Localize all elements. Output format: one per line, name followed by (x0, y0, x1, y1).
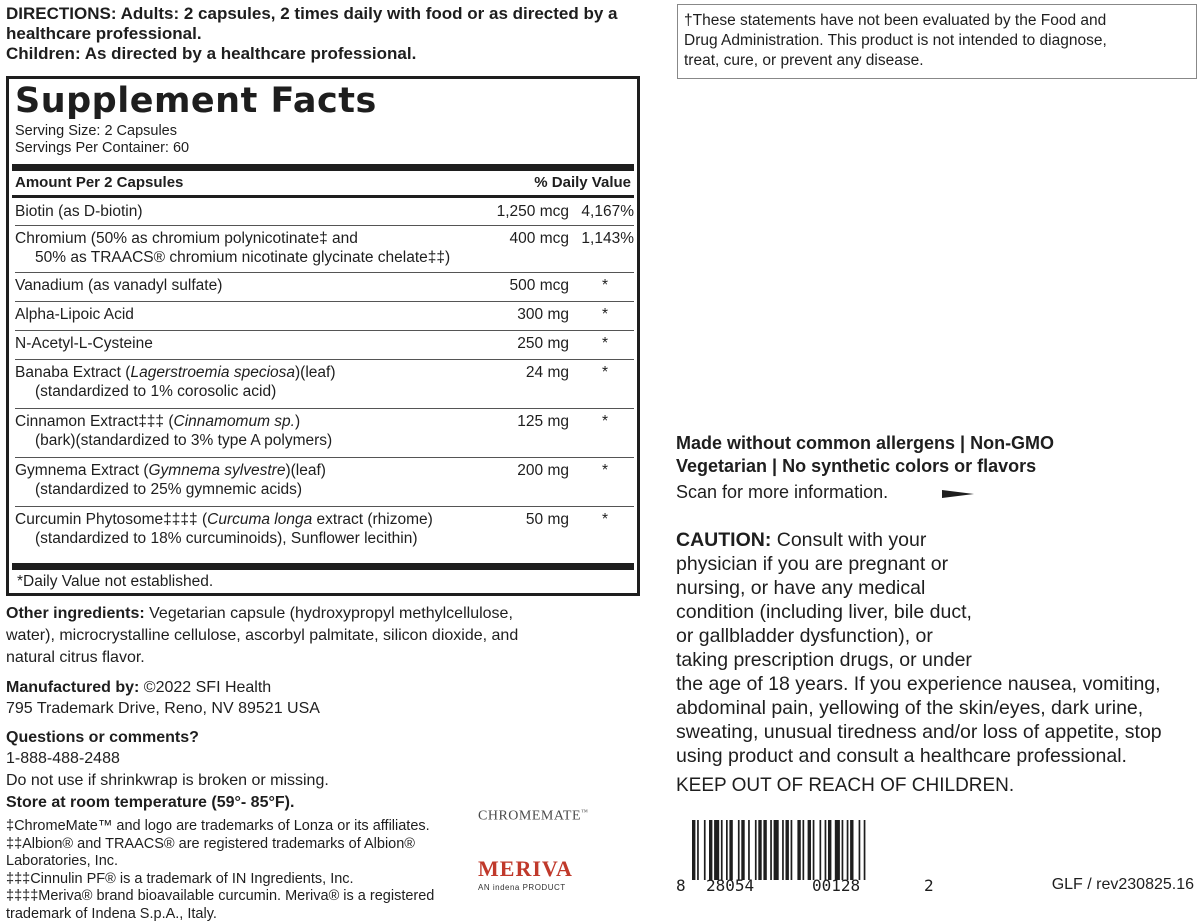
ingredient-name (15, 461, 455, 499)
allergen-line: Vegetarian | No synthetic colors or flavors (676, 455, 1054, 478)
allergen-line: Made without common allergens | Non-GMO (676, 432, 1054, 455)
ingredient-name (15, 510, 455, 548)
caution-line: condition (including liver, bile duct, (676, 600, 1006, 624)
trademark-line: trademark of Indena S.p.A., Italy. (6, 906, 476, 923)
ingredient-dv: * (602, 510, 608, 529)
amount-header: Amount Per 2 Capsules (15, 174, 183, 191)
caution-line: or gallbladder dysfunction), or (676, 624, 1006, 648)
other-ingredients-text: Vegetarian capsule (hydroxypropyl methylcellulose, (145, 605, 513, 622)
ingredient-amount: 200 mg (517, 461, 569, 480)
disclaimer-line: treat, cure, or prevent any disease. (684, 51, 1190, 71)
trademark-line: ‡‡‡Cinnulin PF® is a trademark of IN Ingredients, Inc. (6, 871, 476, 889)
barcode-group: 28054 (706, 876, 754, 895)
ingredient-name-part: Gymnema Extract ( (15, 462, 149, 479)
ingredient-name-part: )(leaf) (295, 364, 335, 381)
ingredient-name-part: extract (rhizome) (312, 511, 433, 528)
caution-line: nursing, or have any medical (676, 576, 1006, 600)
ingredient-name-part: )(leaf) (285, 462, 325, 479)
disclaimer-line: Drug Administration. This product is not intended to diagnose, (684, 31, 1190, 51)
manufacturer-address: 795 Trademark Drive, Reno, NV 89521 USA (6, 700, 320, 717)
ingredient-amount: 250 mg (517, 334, 569, 353)
ingredient-name-part: ) (295, 413, 300, 430)
chromemate-logo-text: CHROMEMATE (478, 809, 581, 824)
facts-row (15, 360, 634, 409)
ingredient-name (15, 412, 455, 450)
ingredient-dv: * (602, 412, 608, 431)
questions-info (6, 727, 646, 769)
caution-line: using product and consult a healthcare professional. (676, 744, 1200, 768)
caution-line: physician if you are pregnant or (676, 552, 1006, 576)
caution-line: sweating, unusual tiredness and/or loss of appetite, stop (676, 720, 1200, 744)
directions-children: Children: As directed by a healthcare professional. (6, 44, 666, 64)
meriva-logo (478, 856, 573, 892)
directions-line: DIRECTIONS: Adults: 2 capsules, 2 times daily with food or as directed by a (6, 4, 666, 24)
caution-line (676, 528, 1006, 552)
allergen-statement (676, 432, 1054, 478)
servings-per-container: Servings Per Container: 60 (15, 140, 189, 157)
other-ingredients-label: Other ingredients: (6, 605, 145, 622)
storage-instructions: Store at room temperature (59°- 85°F). (6, 794, 294, 812)
divider-thick (12, 164, 634, 171)
daily-value-header: % Daily Value (534, 174, 631, 191)
caution-line: abdominal pain, yellowing of the skin/eyes, dark urine, (676, 696, 1200, 720)
ingredient-name-line: 50% as TRAACS® chromium nicotinate glycinate chelate‡‡) (15, 249, 450, 266)
supplement-facts-panel (6, 76, 640, 596)
trademark-line: ‡‡Albion® and TRAACS® are registered trademarks of Albion® Laboratories, Inc. (6, 836, 476, 871)
serving-size: Serving Size: 2 Capsules (15, 123, 189, 140)
disclaimer-line: †These statements have not been evaluated by the Food and (684, 11, 1190, 31)
ingredient-name-part: Cinnamon Extract‡‡‡ ( (15, 413, 174, 430)
caution-text: Consult with your (771, 529, 926, 551)
ingredient-dv: * (602, 363, 608, 382)
manufacturer-name: ©2022 SFI Health (139, 679, 271, 696)
ingredient-amount: 50 mg (526, 510, 569, 529)
divider-medium (12, 195, 634, 198)
ingredient-amount: 125 mg (517, 412, 569, 431)
ingredient-latin-name: Gymnema sylvestre (149, 462, 286, 479)
facts-row (15, 409, 634, 458)
shrinkwrap-warning: Do not use if shrinkwrap is broken or missing. (6, 772, 329, 790)
facts-row (15, 302, 634, 331)
caution-label: CAUTION: (676, 529, 771, 551)
meriva-logo-text: MERIVA (478, 856, 573, 882)
trademark-line: ‡‡‡‡Meriva® brand bioavailable curcumin. Meriva® is a registered (6, 888, 476, 906)
ingredient-name-part: Banaba Extract ( (15, 364, 130, 381)
ingredient-name: N-Acetyl-L-Cysteine (15, 334, 455, 353)
caution-line: the age of 18 years. If you experience nausea, vomiting, (676, 672, 1200, 696)
barcode-digit: 8 (676, 876, 686, 895)
ingredient-amount: 400 mcg (510, 229, 569, 248)
chromemate-logo: CHROMEMATE™ (478, 808, 588, 825)
keep-out-of-reach: KEEP OUT OF REACH OF CHILDREN. (676, 775, 1014, 797)
other-ingredients (6, 603, 646, 669)
ingredient-dv: * (602, 461, 608, 480)
ingredient-name-line: (standardized to 1% corosolic acid) (15, 383, 276, 400)
ingredient-amount: 300 mg (517, 305, 569, 324)
ingredient-amount: 500 mcg (510, 276, 569, 295)
ingredient-amount: 1,250 mcg (497, 202, 569, 221)
ingredient-name: Biotin (as D-biotin) (15, 202, 455, 221)
ingredient-name (15, 229, 455, 267)
facts-row (15, 507, 634, 555)
ingredient-dv: 1,143% (574, 229, 634, 248)
ingredient-name: Vanadium (as vanadyl sulfate) (15, 276, 455, 295)
facts-title: Supplement Facts (15, 81, 377, 121)
phone-number: 1-888-488-2488 (6, 748, 646, 769)
ingredient-amount: 24 mg (526, 363, 569, 382)
caution-statement (676, 528, 1200, 768)
facts-row (15, 458, 634, 507)
arrow-right-icon (942, 490, 974, 498)
ingredient-name-line: (standardized to 18% curcuminoids), Sunflower lecithin) (15, 530, 418, 547)
other-ingredients-text: natural citrus flavor. (6, 649, 145, 666)
trademark-line: ‡ChromeMate™ and logo are trademarks of Lonza or its affiliates. (6, 818, 476, 836)
ingredient-name: Alpha-Lipoic Acid (15, 305, 455, 324)
directions (6, 4, 666, 64)
facts-row (15, 199, 634, 226)
ingredient-dv: * (602, 305, 608, 324)
ingredient-name-line: (bark)(standardized to 3% type A polymers) (15, 432, 332, 449)
facts-row (15, 273, 634, 302)
ingredient-latin-name: Lagerstroemia speciosa (130, 364, 295, 381)
questions-label: Questions or comments? (6, 727, 646, 748)
fda-disclaimer (677, 4, 1197, 79)
ingredient-name-line: (standardized to 25% gymnemic acids) (15, 481, 302, 498)
ingredient-name (15, 363, 455, 401)
barcode-group: 00128 (812, 876, 860, 895)
directions-line: healthcare professional. (6, 24, 666, 44)
scan-info: Scan for more information. (676, 482, 888, 503)
serving-info (15, 123, 189, 157)
caution-line: taking prescription drugs, or under (676, 648, 1006, 672)
ingredient-name-part: Curcumin Phytosome‡‡‡‡ ( (15, 511, 207, 528)
ingredient-latin-name: Cinnamomum sp. (174, 413, 295, 430)
daily-value-note: *Daily Value not established. (17, 573, 213, 591)
manufacturer-info (6, 677, 646, 719)
ingredient-latin-name: Curcuma longa (207, 511, 312, 528)
divider-thick (12, 563, 634, 570)
facts-row (15, 331, 634, 360)
facts-rows (15, 199, 634, 555)
ingredient-dv: * (602, 276, 608, 295)
manufacturer-label: Manufactured by: (6, 679, 139, 696)
revision-code: GLF / rev230825.16 (1052, 876, 1194, 894)
other-ingredients-text: water), microcrystalline cellulose, ascorbyl palmitate, silicon dioxide, and (6, 627, 518, 644)
ingredient-dv: * (602, 334, 608, 353)
barcode (692, 820, 922, 880)
ingredient-dv: 4,167% (574, 202, 634, 221)
facts-row (15, 226, 634, 273)
trademark-notes (6, 818, 476, 923)
amount-header-row (15, 174, 631, 191)
meriva-logo-subtitle: AN indena PRODUCT (478, 883, 573, 892)
barcode-digit: 2 (924, 876, 934, 895)
ingredient-name-line: Chromium (50% as chromium polynicotinate‡ and (15, 230, 358, 247)
